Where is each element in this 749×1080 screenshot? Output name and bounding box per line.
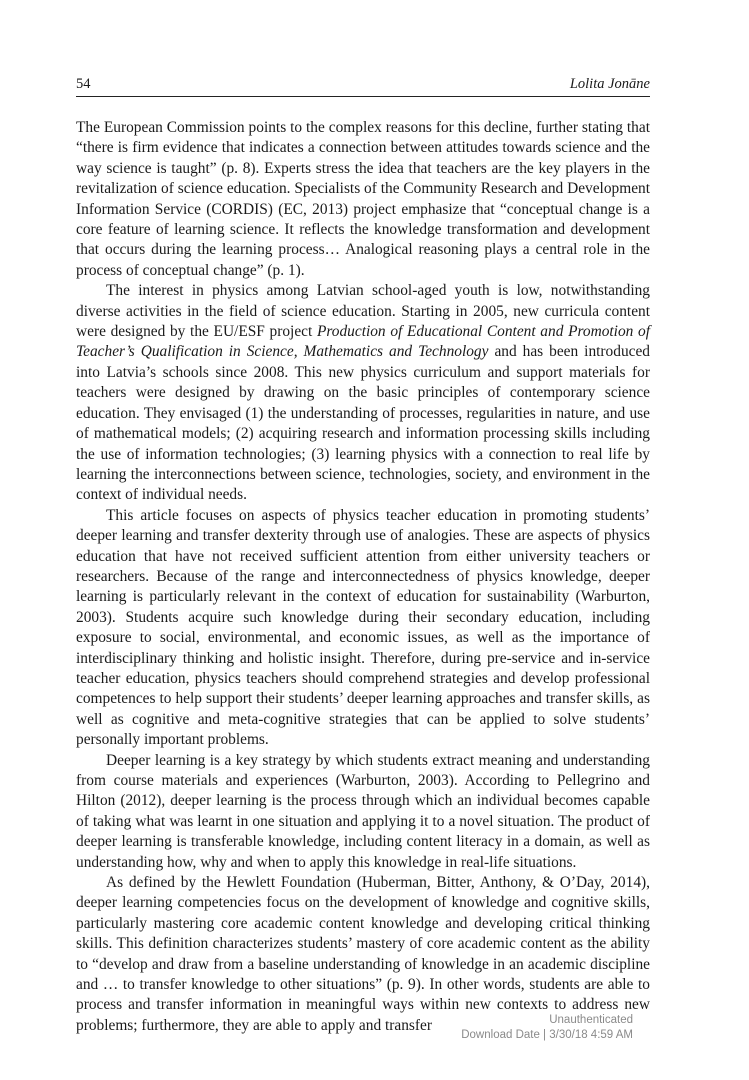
text-segment: The European Commission points to the complex reasons for this decline, further stating that “there is firm evidence that indicates a connection between attitudes towards science and the way science is taught” (p. 8). Experts stress the idea that teachers are the key players in the revitalization of science education. Specialists of the Community Research and Development Information Service (CORDIS) (EC, 2013) project emphasize that “conceptual change is a core feature of learning science. It reflects the knowledge transformation and development that occurs during the learning process… Analogical reasoning plays a central role in the process of conceptual change” (p. 1). bbox=[76, 119, 650, 279]
project-title-italic: Production of Educational Content and Promotion of Teacher’s Qualification in Science, Mathematics and Technology bbox=[76, 323, 650, 361]
text-segment: and has been introduced into Latvia’s schools since 2008. This new physics curriculum and support materials for teachers were designed by drawing on the basic principles of contemporary science education. They envisaged (1) the understanding of processes, regularities in nature, and use of mathematical models; (2) acquiring research and information processing skills including the use of information technologies; (3) learning physics with a connection to real life by learning the interconnections between science, technologies, society, and environment in the context of individual needs. bbox=[76, 343, 650, 504]
page-header bbox=[76, 76, 650, 97]
paragraph bbox=[76, 873, 650, 1036]
text-segment: This article focuses on aspects of physics teacher education in promoting students’ deeper learning and transfer dexterity through use of analogies. These are aspects of physics education that have not received sufficient attention from either university teachers or researchers. Because of the range and interconnectedness of physics knowledge, deeper learning is particularly relevant in the context of education for sustainability (Warburton, 2003). Students acquire such knowledge during their secondary education, including exposure to social, environmental, and economic issues, as well as the importance of interdisciplinary thinking and holistic insight. Therefore, during pre-service and in-service teacher education, physics teachers should comprehend strategies and develop professional competences to help support their students’ deeper learning approaches and transfer skills, as well as cognitive and meta-cognitive strategies that can be applied to solve students’ personally important problems. bbox=[76, 506, 650, 749]
footer-auth-status: Unauthenticated bbox=[549, 1014, 633, 1026]
paragraph bbox=[76, 118, 650, 281]
text-segment: The interest in physics among Latvian school-aged youth is low, notwithstanding diverse activities in the field of science education. Starting in 2005, new curricula content were designed by the EU/ESF project bbox=[76, 282, 650, 341]
paragraph bbox=[76, 506, 650, 751]
footer-download-date: Download Date | 3/30/18 4:59 AM bbox=[461, 1029, 633, 1041]
paragraph bbox=[76, 751, 650, 873]
page-number: 54 bbox=[76, 76, 91, 92]
text-segment: As defined by the Hewlett Foundation (Huberman, Bitter, Anthony, & O’Day, 2014), deeper learning competencies focus on the development of knowledge and cognitive skills, particularly mastering core academic content knowledge and developing critical thinking skills. This definition characterizes students’ mastery of core academic content as the ability to “develop and draw from a baseline understanding of knowledge in an academic discipline and … to transfer knowledge to other situations” (p. 9). In other words, students are able to process and transfer information in meaningful ways within new contexts to address new problems; furthermore, they are able to apply and transfer bbox=[76, 874, 650, 1034]
download-footer bbox=[461, 1013, 633, 1043]
body-text bbox=[76, 118, 650, 1036]
paragraph bbox=[76, 281, 650, 505]
text-segment: Deeper learning is a key strategy by which students extract meaning and understanding from course materials and experiences (Warburton, 2003). According to Pellegrino and Hilton (2012), deeper learning is the process through which an individual becomes capable of taking what was learnt in one situation and applying it to a novel situation. The product of deeper learning is transferable knowledge, including content literacy in a domain, as well as understanding how, why and when to apply this knowledge in real-life situations. bbox=[76, 751, 650, 871]
running-head-author: Lolita Jonāne bbox=[569, 76, 650, 92]
